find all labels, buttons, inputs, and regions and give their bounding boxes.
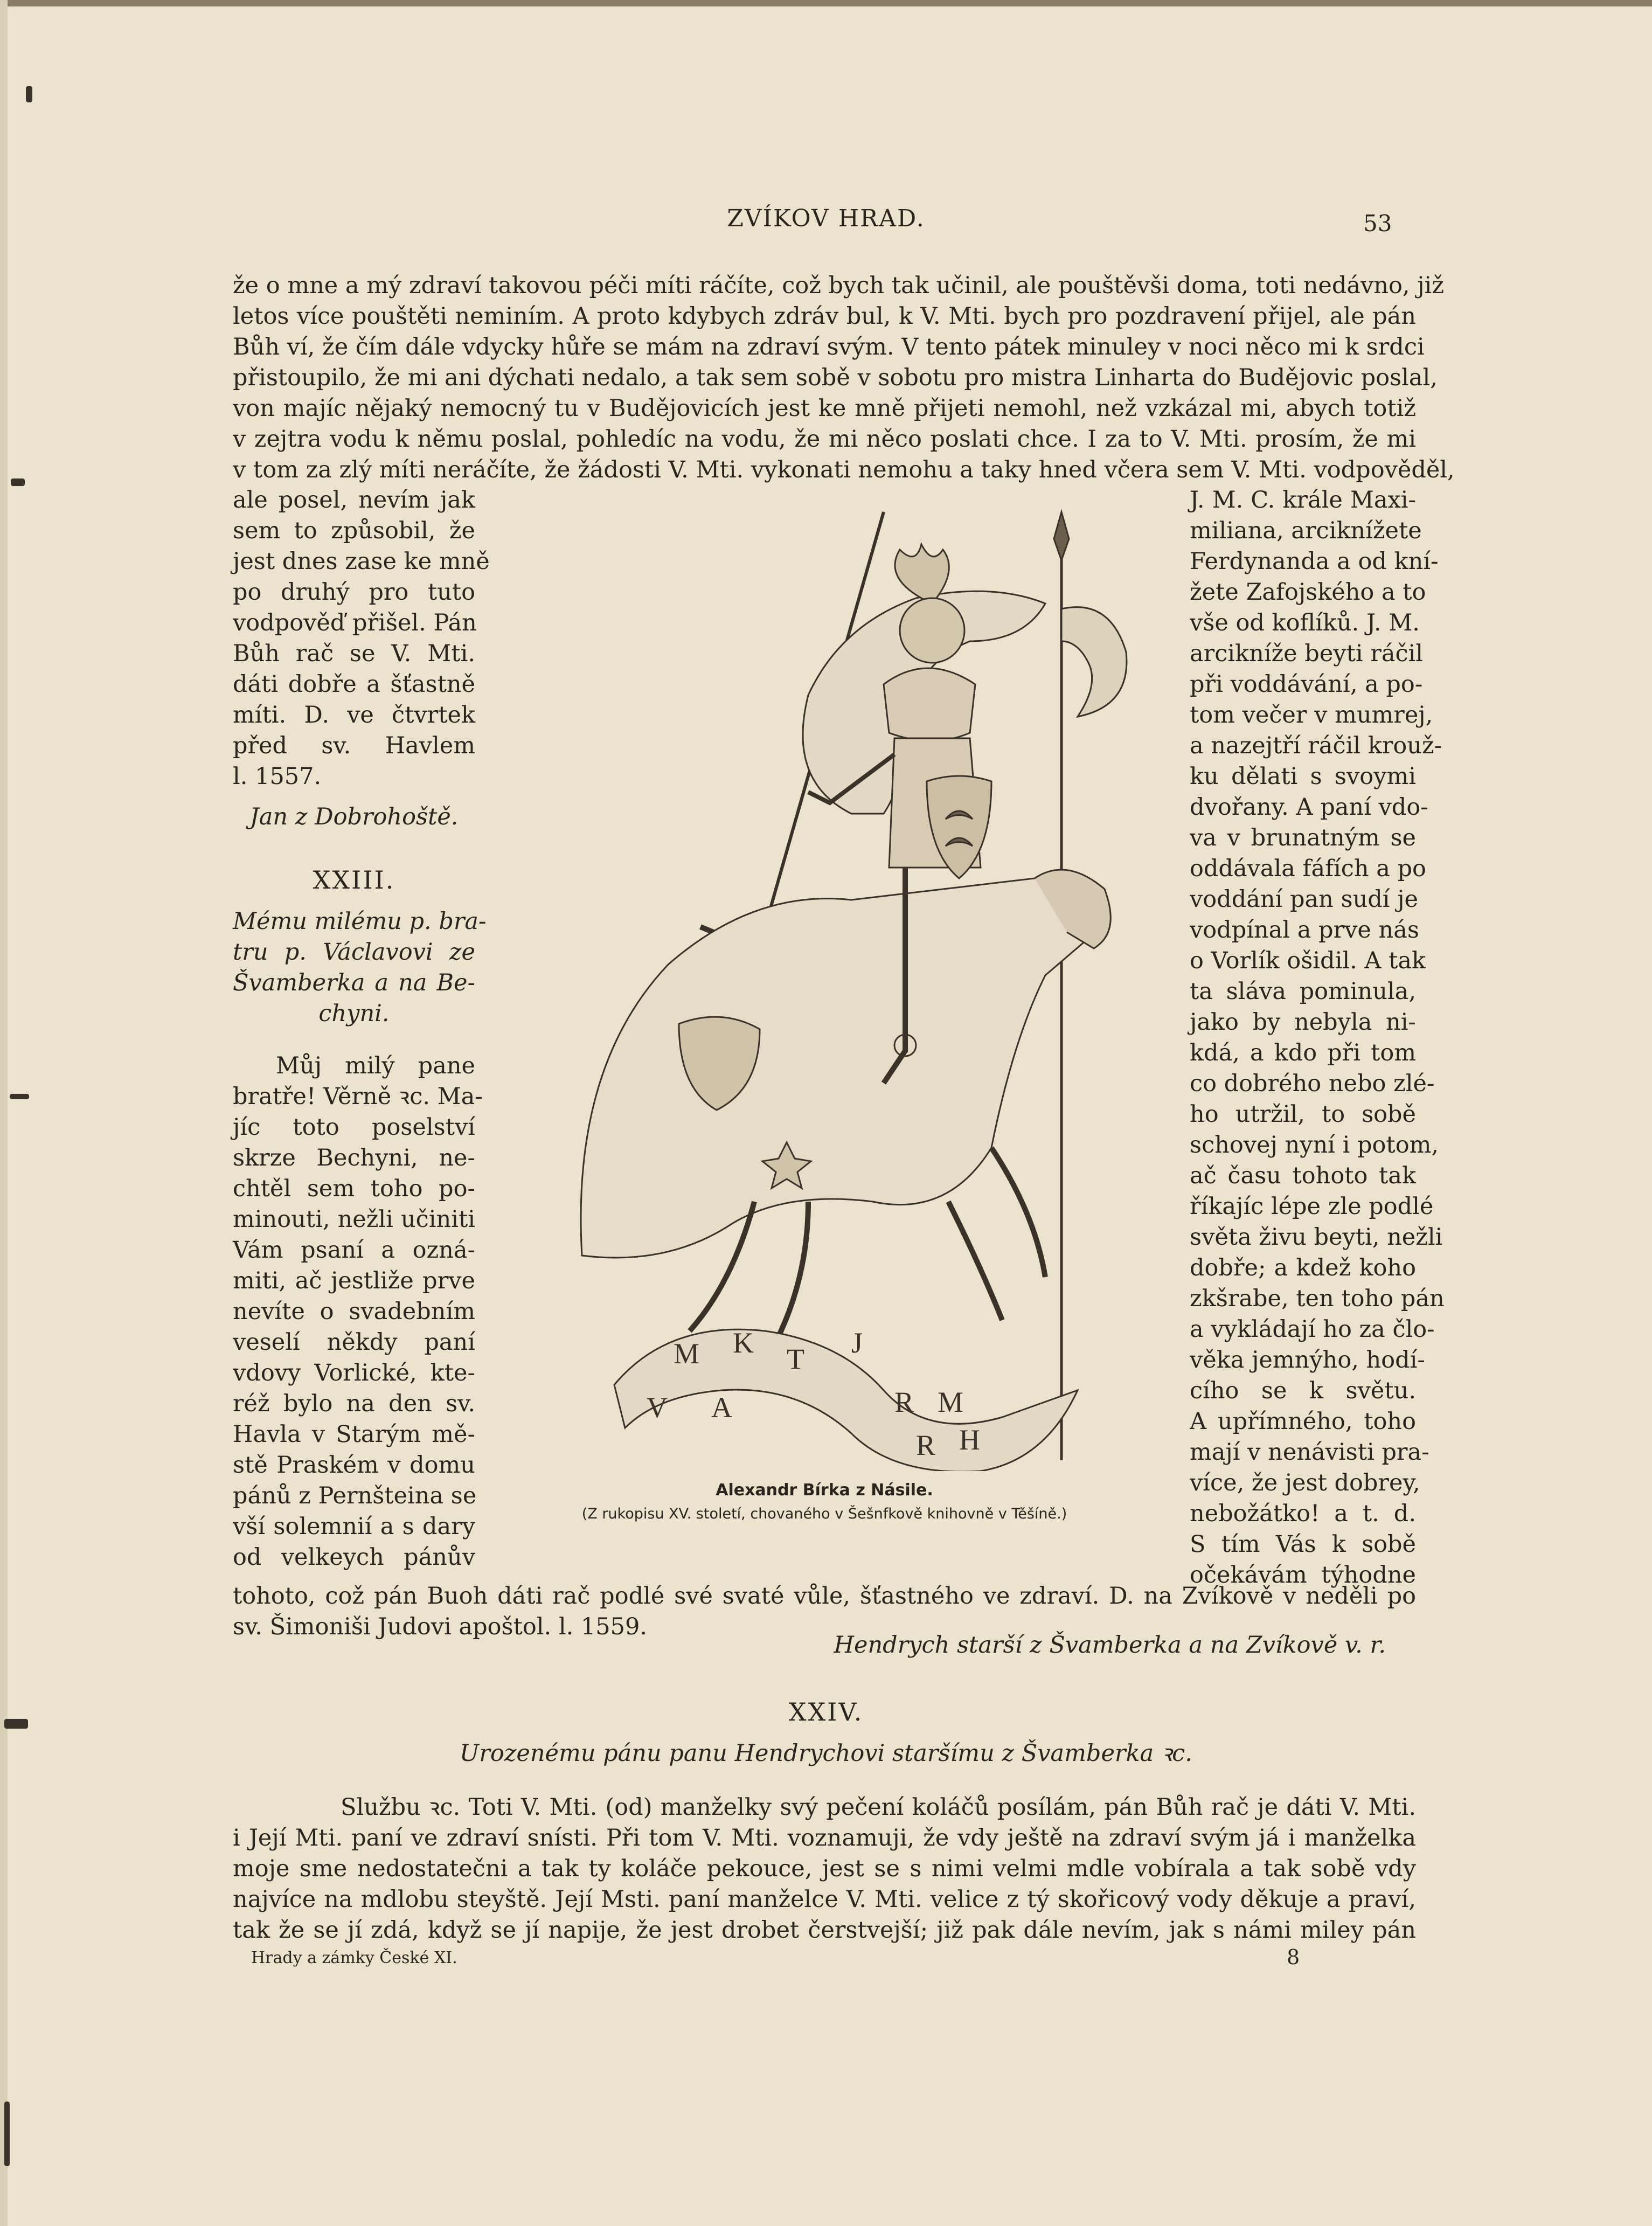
text-line: vdovy Vorlické, kte- (233, 1360, 475, 1386)
page-left-edge (0, 0, 8, 2226)
text-line: bratře! Věrně ꝛc. Ma- (233, 1083, 483, 1110)
text-line: o Vorlík ošidil. A tak (1190, 947, 1426, 974)
banner-letter: M (674, 1337, 700, 1370)
text-line: ač času tohoto tak (1190, 1162, 1416, 1189)
banner-letter: R (894, 1386, 914, 1418)
horse-leg (991, 1148, 1045, 1277)
text-line: minouti, nežli učiniti (233, 1206, 475, 1233)
text-line: ale posel, nevím jak (233, 487, 475, 514)
text-line: říkajíc lépe zle podlé (1190, 1193, 1434, 1220)
text-line: sem to způsobil, že (233, 517, 475, 544)
banner-letter: H (959, 1424, 980, 1456)
signature-mark: Hrady a zámky České XI. (251, 1948, 457, 1967)
text-line: letos více pouštěti neminím. A proto kdybych zdráv bul, k V. Mti. bych pro pozdravení přijel, ale pán (233, 303, 1416, 330)
text-line: v zejtra vodu k němu poslal, pohledíc na vodu, že mi něco poslati chce. I za to V. Mti. prosím, že mi (233, 426, 1416, 453)
text-line: před sv. Havlem (233, 732, 475, 759)
sheet-number: 8 (1287, 1945, 1300, 1969)
address-line: Mému milému p. bra- (233, 908, 487, 935)
binding-mark (4, 2102, 10, 2166)
text-line: míti. D. ve čtvrtek (233, 702, 475, 729)
text-line: chtěl sem toho po- (233, 1175, 475, 1202)
text-line: l. 1557. (233, 763, 322, 790)
text-line: A upřímného, toho (1190, 1408, 1416, 1435)
text-line: zkšrabe, ten toho pán (1190, 1285, 1445, 1312)
address-xxiv: Urozenému pánu panu Hendrychovi staršímu z Švamberka ꝛc. (460, 1740, 1192, 1767)
letter-number-xxiii: XXIII. (313, 865, 395, 894)
text-line: dobře; a kdež koho (1190, 1254, 1416, 1281)
text-line: co dobrého nebo zlé- (1190, 1070, 1435, 1097)
text-line: cího se k světu. (1190, 1377, 1416, 1404)
text-line: při voddávání, a po- (1190, 671, 1423, 698)
text-line: stě Praském v domu (233, 1452, 475, 1479)
binding-mark (10, 1094, 29, 1099)
text-line: va v brunatným se (1190, 824, 1416, 851)
text-line: dvořany. A paní vdo- (1190, 794, 1428, 821)
signature-xxiii: Hendrych starší z Švamberka a na Zvíkově v. r. (834, 1632, 1386, 1659)
text-line: žete Zafojského a to (1190, 579, 1426, 606)
text-line: Havla v Starým mě- (233, 1421, 475, 1448)
text-line: tak že se jí zdá, když se jí napije, že jest drobet čerstvejší; již pak dále nevím, jak s námi miley pán (233, 1917, 1416, 1944)
horse-leg (948, 1202, 1002, 1320)
right-column (1190, 485, 1445, 1591)
binding-mark (11, 479, 25, 486)
text-line: tom večer v mumrej, (1190, 702, 1433, 729)
text-line: skrze Bechyni, ne- (233, 1145, 475, 1171)
banner-letter: K (733, 1327, 754, 1359)
text-line: vodpínal a prve nás (1190, 917, 1419, 944)
knight-illustration (506, 501, 1142, 1471)
text-line: schovej nyní i potom, (1190, 1132, 1439, 1159)
helmet (884, 668, 975, 741)
text-line: sv. Šimoniši Judovi apoštol. l. 1559. (233, 1613, 648, 1640)
address-line: chyni. (318, 1000, 390, 1027)
letter-xxiv-paragraph (233, 1792, 1416, 1946)
banner-letter: J (851, 1327, 863, 1359)
text-line: jest dnes zase ke mně (233, 548, 490, 575)
text-line: ku dělati s svoymi (1190, 763, 1416, 790)
binding-mark (26, 86, 32, 102)
text-line: voddání pan sudí je (1190, 886, 1418, 913)
text-line: Službu ꝛc. Toti V. Mti. (od) manželky svý pečení koláčů posílám, pán Bůh rač je dáti V. Mti. (341, 1794, 1416, 1821)
address-line: tru p. Václavovi ze (233, 939, 475, 966)
text-line: tohoto, což pán Buoh dáti rač podlé své svaté vůle, šťastného ve zdraví. D. na Zvíkově v neděli po (233, 1583, 1416, 1610)
running-title: ZVÍKOV HRAD. (727, 205, 925, 232)
text-line: Ferdynanda a od kní- (1190, 548, 1439, 575)
text-line: věka jemnýho, hodí- (1190, 1347, 1425, 1374)
letter-number-xxiv: XXIV. (788, 1697, 864, 1726)
banner-letter: R (916, 1429, 936, 1461)
text-line: réž bylo na den sv. (233, 1390, 475, 1417)
address-line: Švamberka a na Be- (233, 969, 475, 996)
text-line: jíc toto poselství (233, 1114, 475, 1141)
text-line: světa živu beyti, nežli (1190, 1224, 1443, 1251)
text-line: nebožátko! a t. d. (1190, 1500, 1416, 1527)
text-line: a vykládají ho za člo- (1190, 1316, 1435, 1343)
page-number: 53 (1363, 210, 1392, 237)
banner-letter: A (711, 1391, 732, 1424)
signature-xxii: Jan z Dobrohoště. (249, 803, 459, 830)
text-line: J. M. C. krále Maxi- (1190, 487, 1416, 514)
figure-caption-title: Alexandr Bírka z Násile. (716, 1481, 933, 1500)
text-line: najvíce na mdlobu steyště. Její Msti. paní manželce V. Mti. velice z tý skořicový vody děkuje a praví, (233, 1886, 1416, 1913)
text-line: od velkeych pánův (233, 1544, 475, 1571)
letter-xxii-paragraph (233, 271, 1455, 486)
text-line: dáti dobře a šťastně (233, 671, 475, 698)
text-line: S tím Vás k sobě (1190, 1531, 1416, 1558)
text-line: mají v nenávisti pra- (1190, 1439, 1429, 1466)
text-line: von majíc nějaký nemocný tu v Budějovicích jest ke mně přijeti nemohl, než vzkázal mi, abych totiž (233, 395, 1416, 422)
text-line: vší solemnií a s dary (233, 1513, 475, 1540)
text-line: Bůh ví, že čím dále vdycky hůře se mám na zdraví svým. V tento pátek minuley v noci něco mi k srdci (233, 334, 1425, 360)
crest-ball (900, 598, 964, 663)
text-line: pánů z Pernšteina se (233, 1482, 477, 1509)
text-line: ta sláva pominula, (1190, 978, 1416, 1005)
text-line: přistoupilo, že mi ani dýchati nedalo, a tak sem sobě v sobotu pro mistra Linharta do Budějovic poslal, (233, 364, 1438, 391)
left-column (233, 485, 490, 1573)
figure-caption-source: (Z rukopisu XV. století, chovaného v Šešnfkově knihovně v Těšíně.) (581, 1506, 1067, 1522)
text-line: v tom za zlý míti neráčíte, že žádosti V. Mti. vykonati nemohu a taky hned včera sem V. Mti. vodpověděl, (233, 456, 1455, 483)
pennant (1061, 607, 1127, 717)
horse-leg (776, 1202, 808, 1342)
text-line: Můj milý pane (276, 1052, 475, 1079)
text-line: a nazejtří ráčil krouž- (1190, 732, 1442, 759)
text-line: Vám psaní a ozná- (233, 1237, 475, 1264)
text-line: vodpověď přišel. Pán (233, 609, 477, 636)
text-line: nevíte o svadebním (233, 1298, 475, 1325)
banner-letter: M (938, 1386, 964, 1418)
text-line: očekávám týhodne (1190, 1562, 1416, 1589)
letter-xxiii-left-text (233, 1051, 483, 1573)
text-line: miti, ač jestliže prve (233, 1267, 475, 1294)
text-line: vše od koflíků. J. M. (1190, 609, 1420, 636)
lance-tip (1054, 512, 1069, 560)
text-line: více, že jest dobrey, (1190, 1469, 1420, 1496)
text-line: že o mne a mý zdraví takovou péči míti ráčíte, což bych tak učinil, ale pouštěvši doma, toti nedávno, již (233, 272, 1444, 299)
text-line: jako by nebyla ni- (1190, 1009, 1416, 1036)
banner-letter: V (647, 1391, 668, 1424)
banner-letter: T (787, 1343, 804, 1375)
text-line: ho utržil, to sobě (1190, 1101, 1416, 1128)
text-line: po druhý pro tuto (233, 579, 475, 606)
text-line: miliana, arciknížete (1190, 517, 1422, 544)
text-line: veselí někdy paní (233, 1329, 475, 1356)
text-line: i Její Mti. paní ve zdraví snísti. Při tom V. Mti. voznamuji, že vdy ještě na zdraví svým já i manželka (233, 1825, 1416, 1851)
address-xxiii (233, 906, 487, 1029)
text-line: kdá, a kdo při tom (1190, 1039, 1416, 1066)
text-line: oddávala fáfích a po (1190, 855, 1426, 882)
text-line: arcikníže beyti ráčil (1190, 640, 1424, 667)
text-line: moje sme nedostatečni a tak ty koláče pekouce, jest se s nimi velmi mdle vobírala a tak sobě vdy (233, 1855, 1416, 1882)
text-line: Bůh rač se V. Mti. (233, 640, 475, 667)
page-top-edge (0, 0, 1652, 6)
horse-caparison (581, 878, 1084, 1258)
